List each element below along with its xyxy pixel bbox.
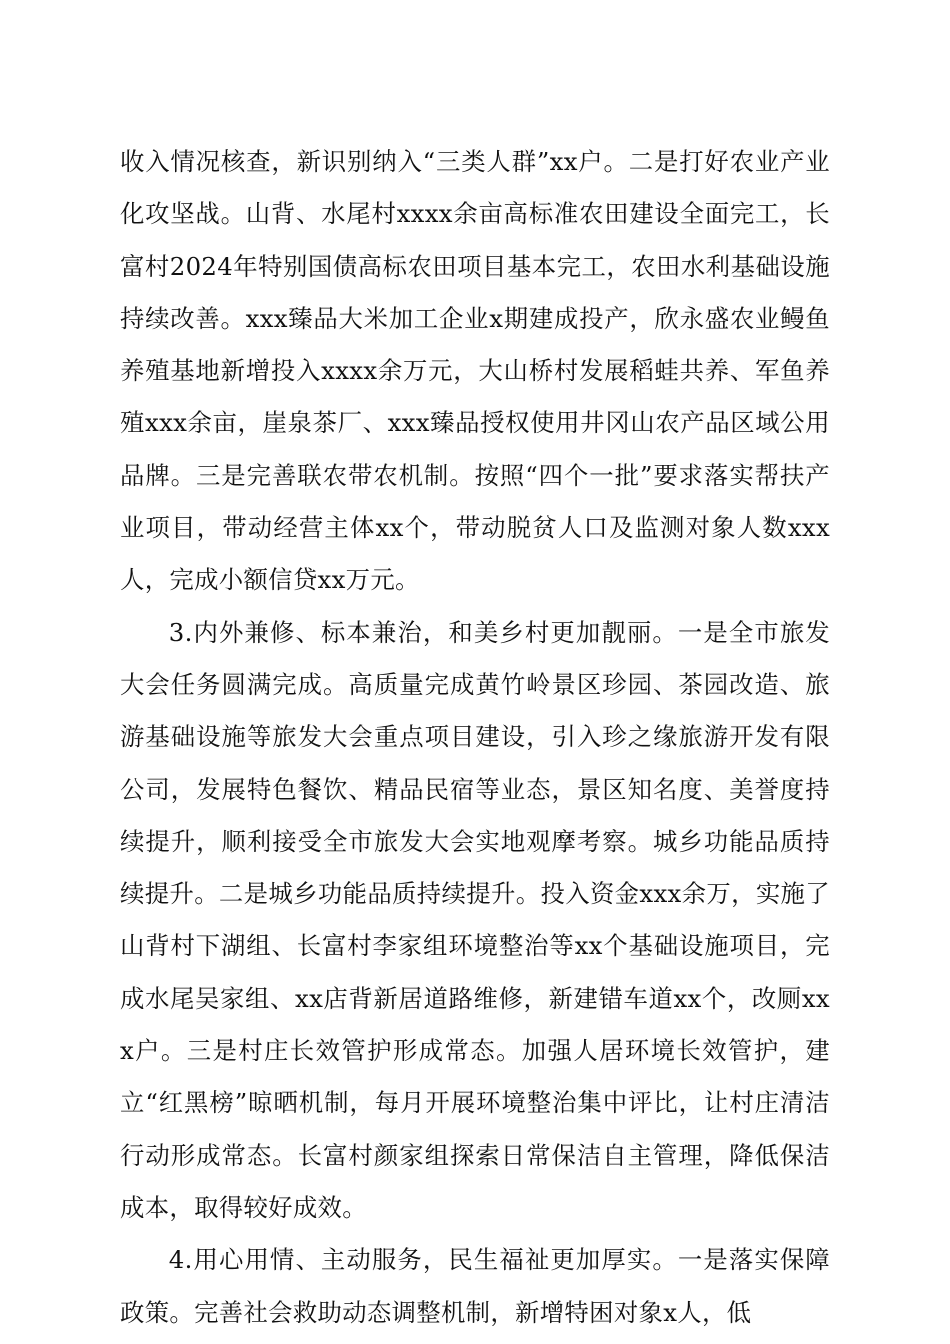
- document-body: [120, 136, 830, 1339]
- paragraph-section-4: 4.用心用情、主动服务，民生福祉更加厚实。一是落实保障政策。完善社会救助动态调整机制，新增特困对象x人，低: [120, 1245, 830, 1327]
- paragraph-section-3: 3.内外兼修、标本兼治，和美乡村更加靓丽。一是全市旅发大会任务圆满完成。高质量完成黄竹岭景区珍园、茶园改造、旅游基础设施等旅发大会重点项目建设，引入珍之缘旅游开发有限公司，发展特色餐饮、精品民宿等业态，景区知名度、美誉度持续提升，顺利接受全市旅发大会实地观摩考察。城乡功能品质持续提升。二是城乡功能品质持续提升。投入资金xxx余万，实施了山背村下湖组、长富村李家组环境整治等xx个基础设施项目，完成水尾吴家组、xx店背新居道路维修，新建错车道xx个，改厕xxx户。三是村庄长效管护形成常态。加强人居环境长效管护，建立“红黑榜”晾晒机制，每月开展环境整治集中评比，让村庄清洁行动形成常态。长富村颜家组探索日常保洁自主管理，降低保洁成本，取得较好成效。: [120, 617, 830, 1222]
- paragraph-continued: 收入情况核查，新识别纳入“三类人群”xx户。二是打好农业产业化攻坚战。山背、水尾村xxxx余亩高标准农田建设全面完工，长富村2024年特别国债高标农田项目基本完工，农田水利基础设施持续改善。xxx臻品大米加工企业x期建成投产，欣永盛农业鳗鱼养殖基地新增投入xxxx余万元，大山桥村发展稻蛙共养、军鱼养殖xxx余亩，崖泉茶厂、xxx臻品授权使用井冈山农产品区域公用品牌。三是完善联农带农机制。按照“四个一批”要求落实帮扶产业项目，带动经营主体xx个，带动脱贫人口及监测对象人数xxx人，完成小额信贷xx万元。: [120, 147, 830, 595]
